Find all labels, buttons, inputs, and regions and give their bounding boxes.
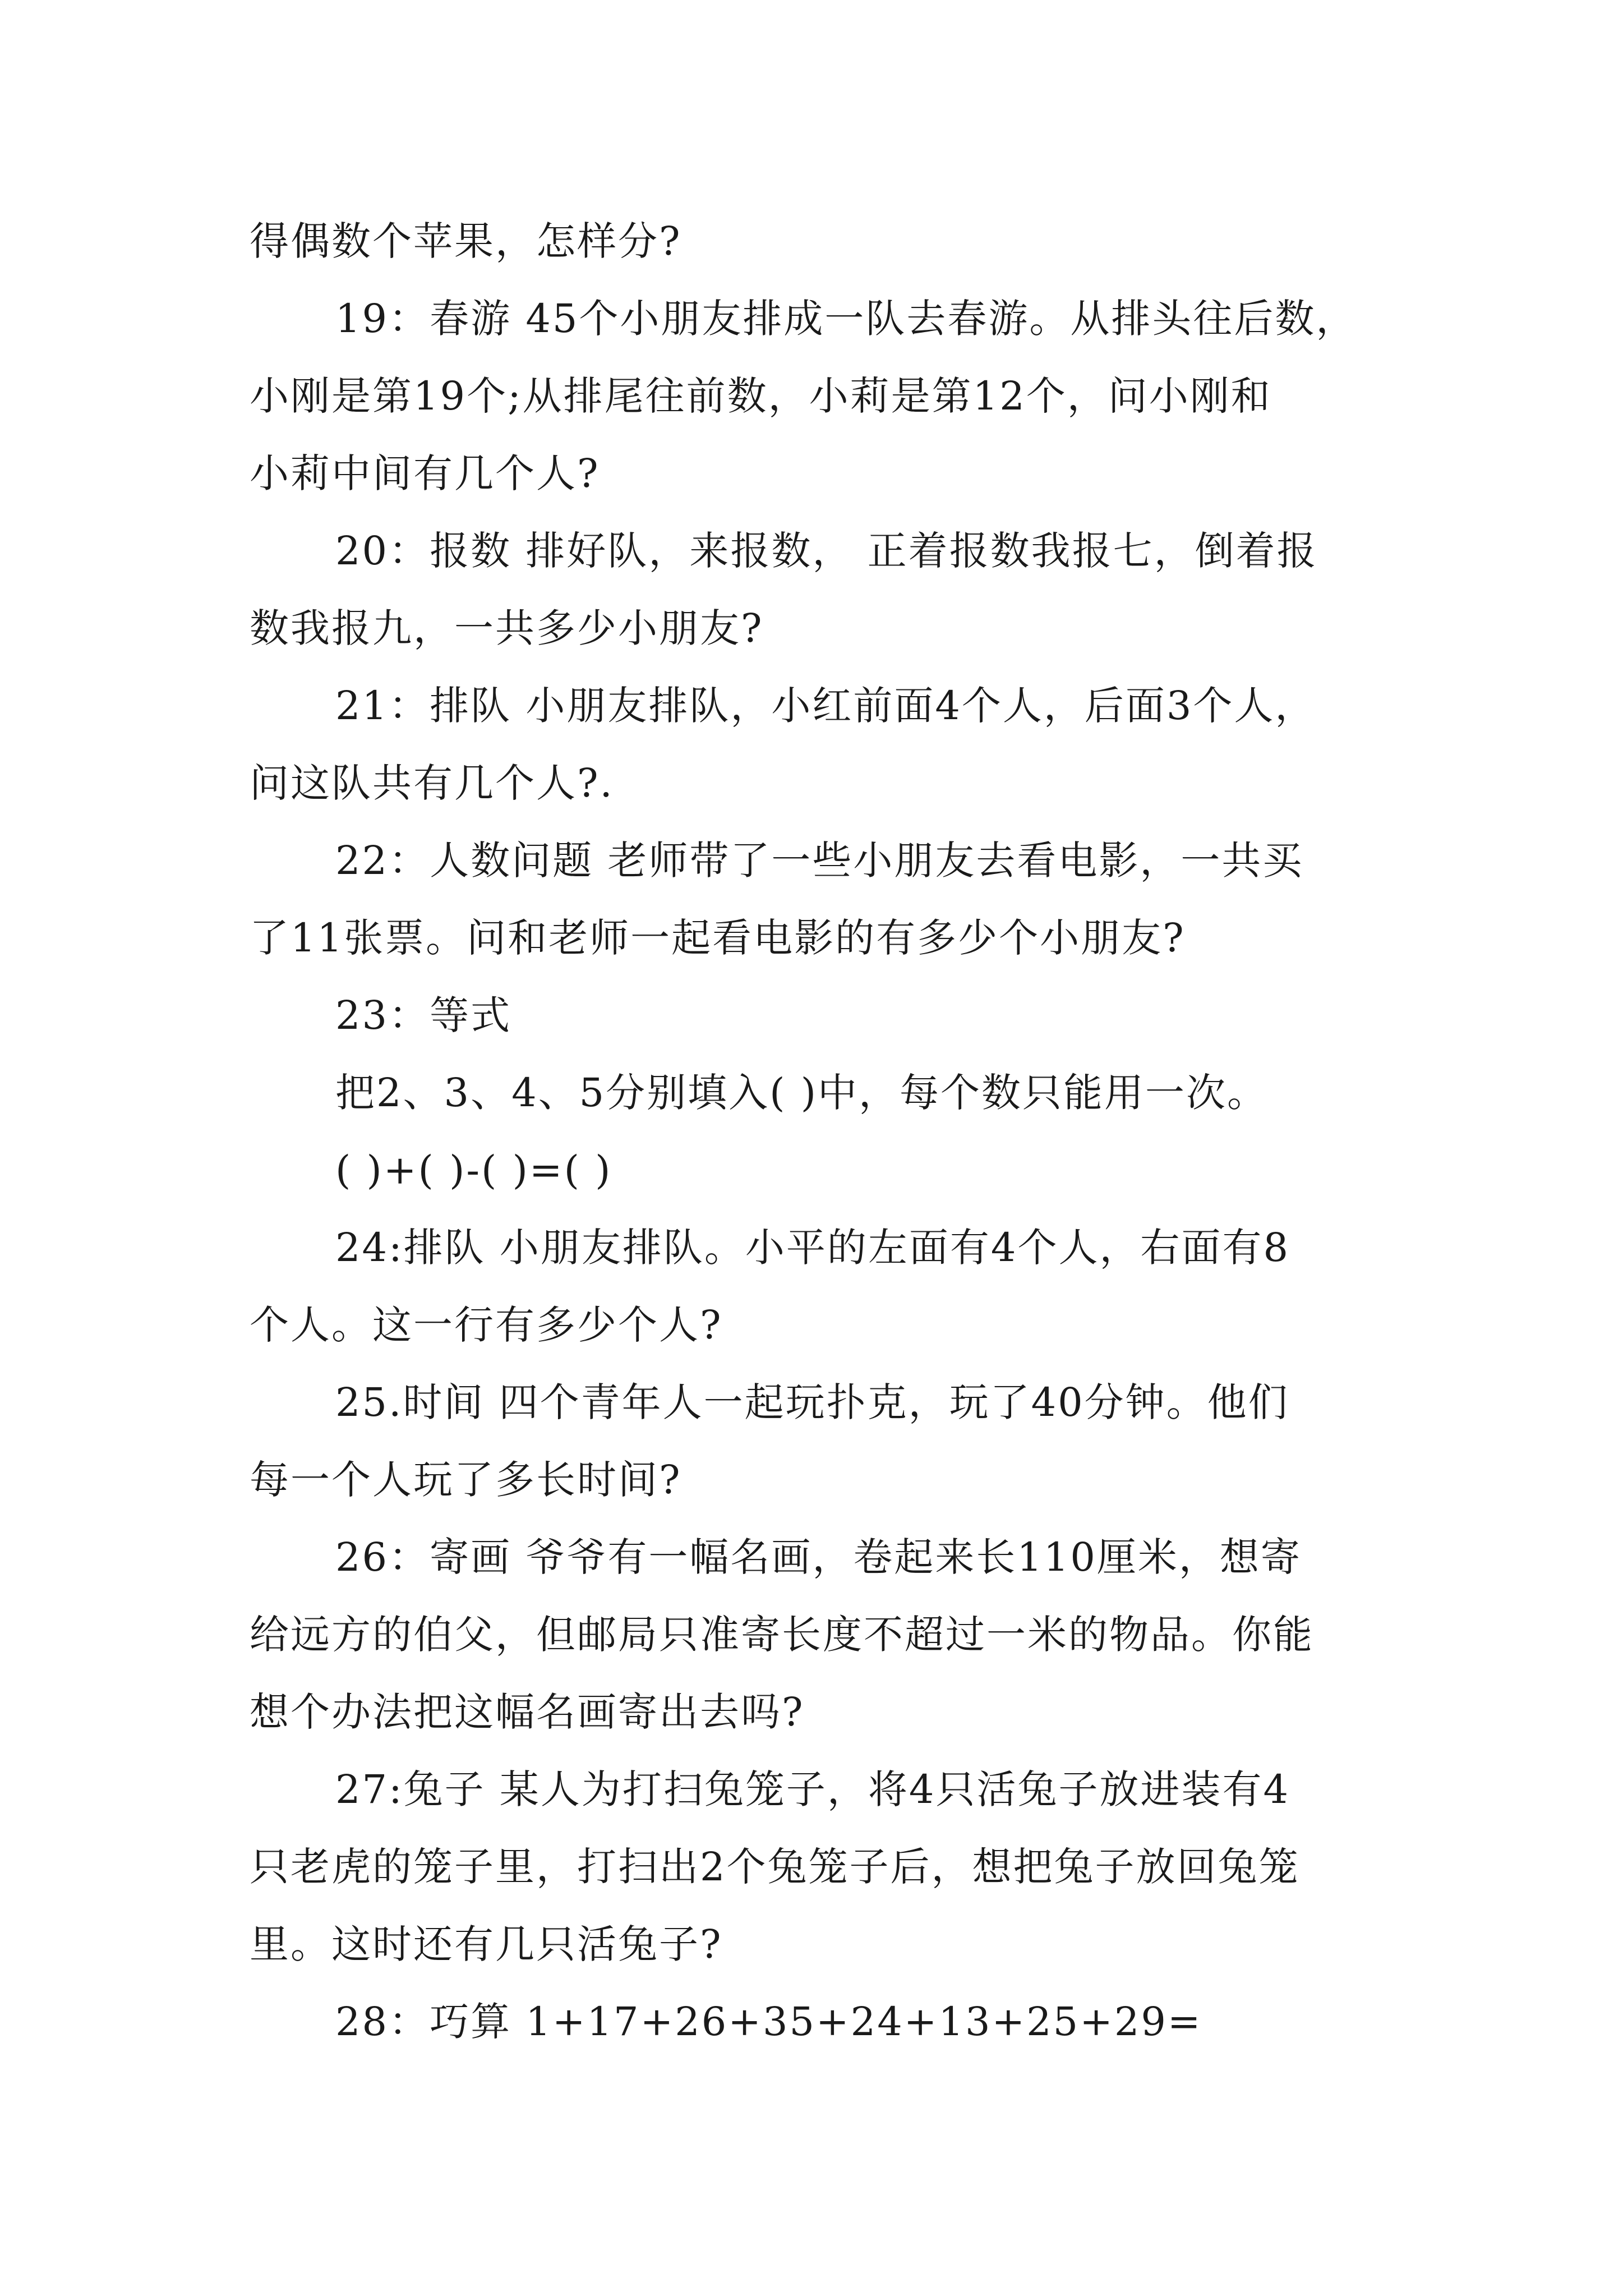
text-line: 23：等式 — [335, 992, 512, 1038]
text-line: 小莉中间有几个人? — [250, 450, 600, 496]
text-line: 每一个人玩了多长时间? — [250, 1457, 682, 1503]
text-line: 只老虎的笼子里，打扫出2个兔笼子后，想把兔子放回兔笼 — [250, 1844, 1300, 1890]
text-line: 22：人数问题 老师带了一些小朋友去看电影，一共买 — [335, 838, 1304, 884]
text-line: 问这队共有几个人?. — [250, 760, 614, 806]
text-line: 27:兔子 某人为打扫兔笼子，将4只活兔子放进装有4 — [335, 1766, 1290, 1812]
text-line: 数我报九，一共多少小朋友? — [250, 605, 764, 651]
text-line: 了11张票。问和老师一起看电影的有多少个小朋友? — [250, 915, 1186, 961]
text-line: 给远方的伯父，但邮局只准寄长度不超过一米的物品。你能 — [250, 1612, 1314, 1658]
text-line: 19：春游 45个小朋友排成一队去春游。从排头往后数， — [335, 296, 1357, 342]
text-line: 25.时间 四个青年人一起玩扑克，玩了40分钟。他们 — [335, 1379, 1289, 1425]
text-line: 想个办法把这幅名画寄出去吗? — [250, 1689, 805, 1735]
text-line: 把2、3、4、5分别填入( )中，每个数只能用一次。 — [335, 1070, 1269, 1116]
text-line: ( )+( )-( )=( ) — [335, 1147, 612, 1193]
text-line: 24:排队 小朋友排队。小平的左面有4个人，右面有8 — [335, 1225, 1290, 1271]
text-line: 个人。这一行有多少个人? — [250, 1302, 723, 1348]
text-line: 小刚是第19个;从排尾往前数，小莉是第12个，问小刚和 — [250, 373, 1272, 419]
text-line: 21：排队 小朋友排队，小红前面4个人，后面3个人， — [335, 683, 1316, 729]
text-line: 20：报数 排好队，来报数， 正着报数我报七，倒着报 — [335, 528, 1318, 574]
text-line: 里。这时还有几只活兔子? — [250, 1921, 723, 1967]
text-line: 28：巧算 1+17+26+35+24+13+25+29= — [335, 1999, 1202, 2045]
text-line: 得偶数个苹果，怎样分? — [250, 218, 682, 264]
text-line: 26：寄画 爷爷有一幅名画，卷起来长110厘米，想寄 — [335, 1534, 1302, 1580]
